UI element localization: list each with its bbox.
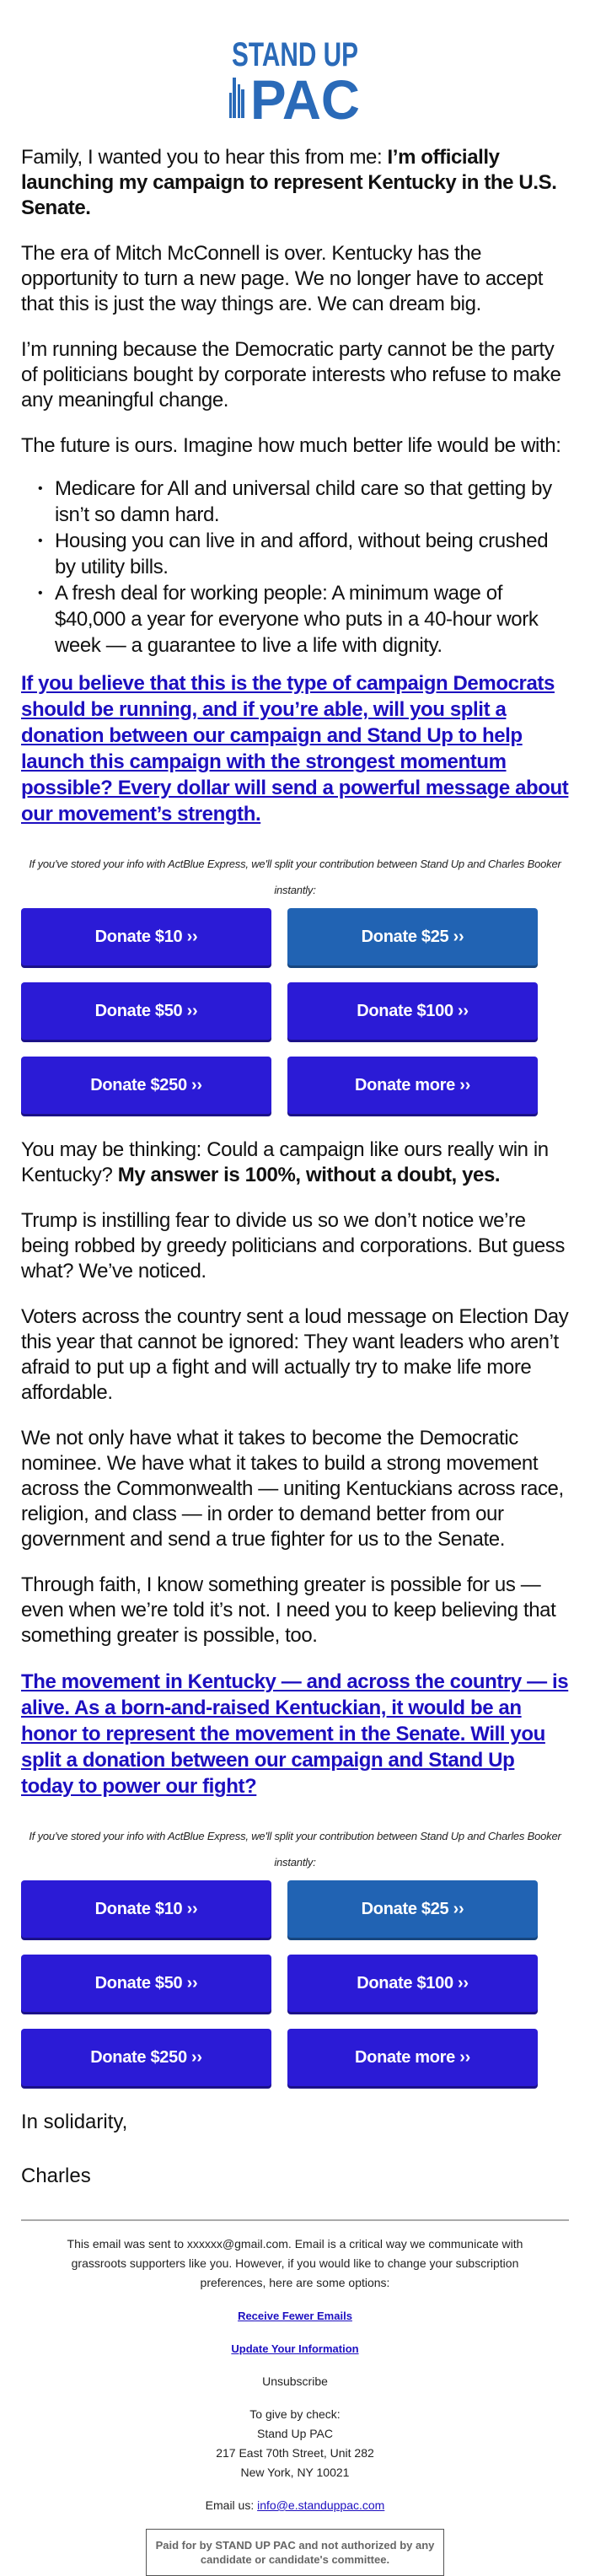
donate-50-button[interactable]: Donate $50 ›› [21,982,271,1040]
org-name: Stand Up PAC [256,2427,333,2440]
donate-25-button[interactable]: Donate $25 ›› [287,908,538,965]
donate-cta-link-2[interactable]: The movement in Kentucky — and across the country — is alive. As a born-and-raised Kentuckian, it would be an honor to represent the movement in the Senate. Will you split a donation between our campaign and Stand Up today to power our fight? [21,1670,569,1798]
stand-up-pac-logo [228,0,362,131]
email-label: Email us: [205,2498,258,2512]
paid-for-disclaimer: Paid for by STAND UP PAC and not authorized by any candidate or candidate's committee. [146,2529,444,2576]
sent-to-text: This email was sent to xxxxxx@gmail.com. Email is a critical way we communicate with grassroots supporters like you. However, if you would like to change your subscription preferences, here are some options: [67,2237,523,2289]
street-address: 217 East 70th Street, Unit 282 [216,2446,374,2460]
donate-button-grid [21,908,590,1114]
benefits-list [21,476,569,659]
donate-250-button[interactable]: Donate $250 ›› [21,2029,271,2086]
donate-button-grid-2 [21,1880,590,2086]
intro-text: Family, I wanted you to hear this from me: [21,146,388,169]
svg-text:PAC: PAC [250,68,360,131]
donate-100-button[interactable]: Donate $100 ›› [287,1955,538,2012]
paragraph: Voters across the country sent a loud message on Election Day this year that cannot be ignored: They want leaders who aren’t afraid to put up a fight and will actually try to make life more affordable. [21,1305,569,1404]
intro-bold: I’m officially launching my campaign to represent Kentucky in the U.S. Senate. [21,146,557,219]
unsubscribe-text[interactable]: Unsubscribe [262,2374,328,2388]
list-item: • A fresh deal for working people: A minimum wage of $40,000 a year for everyone who puts in a 40-hour work week — a guarantee to live a life with dignity. [55,580,569,659]
closing: In solidarity, [21,2111,128,2133]
donate-more-button[interactable]: Donate more ›› [287,2029,538,2086]
answer-text: You may be thinking: Could a campaign like ours really win in Kentucky? [21,1138,549,1186]
footer [0,2221,590,2576]
email-link[interactable]: info@e.standuppac.com [257,2498,385,2512]
paragraph: We not only have what it takes to become the Democratic nominee. We have what it takes to build a strong movement across the Commonwealth — uniting Kentuckians across race, religion, and class — in order to demand better from our government and send a true fighter for us to the Senate. [21,1427,564,1551]
signature-name: Charles [21,2165,91,2187]
donate-10-button[interactable]: Donate $10 ›› [21,908,271,965]
list-item: • Medicare for All and universal child care so that getting by isn’t so damn hard. [55,476,569,528]
receive-fewer-emails-link[interactable]: Receive Fewer Emails [238,2310,352,2322]
update-information-link[interactable]: Update Your Information [231,2342,359,2355]
check-address [59,2405,531,2482]
paragraph: The future is ours. Imagine how much better life would be with: [21,434,561,457]
svg-text:STAND UP: STAND UP [232,36,358,73]
paragraph: Trump is instilling fear to divide us so we don’t notice we’re being robbed by greedy politicians and corporations. But guess what? We’ve noticed. [21,1209,565,1283]
donate-100-button[interactable]: Donate $100 ›› [287,982,538,1040]
paragraph: I’m running because the Democratic party cannot be the party of politicians bought by corporate interests who refuse to make any meaningful change. [21,338,561,411]
actblue-note: If you've stored your info with ActBlue Express, we'll split your contribution between Stand Up and Charles Booker instantly: [29,858,561,896]
list-item: • Housing you can live in and afford, without being crushed by utility bills. [55,528,569,580]
donate-more-button[interactable]: Donate more ›› [287,1057,538,1114]
donate-250-button[interactable]: Donate $250 ›› [21,1057,271,1114]
paragraph: Through faith, I know something greater is possible for us — even when we’re told it’s not. I need you to keep believing that something greater is possible, too. [21,1573,556,1647]
answer-paragraph [21,1137,569,1188]
actblue-note-2: If you've stored your info with ActBlue Express, we'll split your contribution between Stand Up and Charles Booker instantly: [29,1830,561,1869]
answer-bold: My answer is 100%, without a doubt, yes. [117,1164,501,1186]
check-label: To give by check: [249,2407,341,2421]
email-us [59,2496,531,2515]
donate-10-button[interactable]: Donate $10 ›› [21,1880,271,1938]
intro-paragraph [21,145,569,221]
donate-50-button[interactable]: Donate $50 ›› [21,1955,271,2012]
donate-cta-link[interactable]: If you believe that this is the type of campaign Democrats should be running, and if you’re able, will you split a donation between our campaign and Stand Up to help launch this campaign with the strongest momentum possible? Every dollar will send a powerful message about our movement’s strength. [21,672,569,826]
city-address: New York, NY 10021 [240,2466,350,2479]
donate-25-button[interactable]: Donate $25 ›› [287,1880,538,1938]
paragraph: The era of Mitch McConnell is over. Kentucky has the opportunity to turn a new page. We no longer have to accept that this is just the way things are. We can dream big. [21,242,544,315]
